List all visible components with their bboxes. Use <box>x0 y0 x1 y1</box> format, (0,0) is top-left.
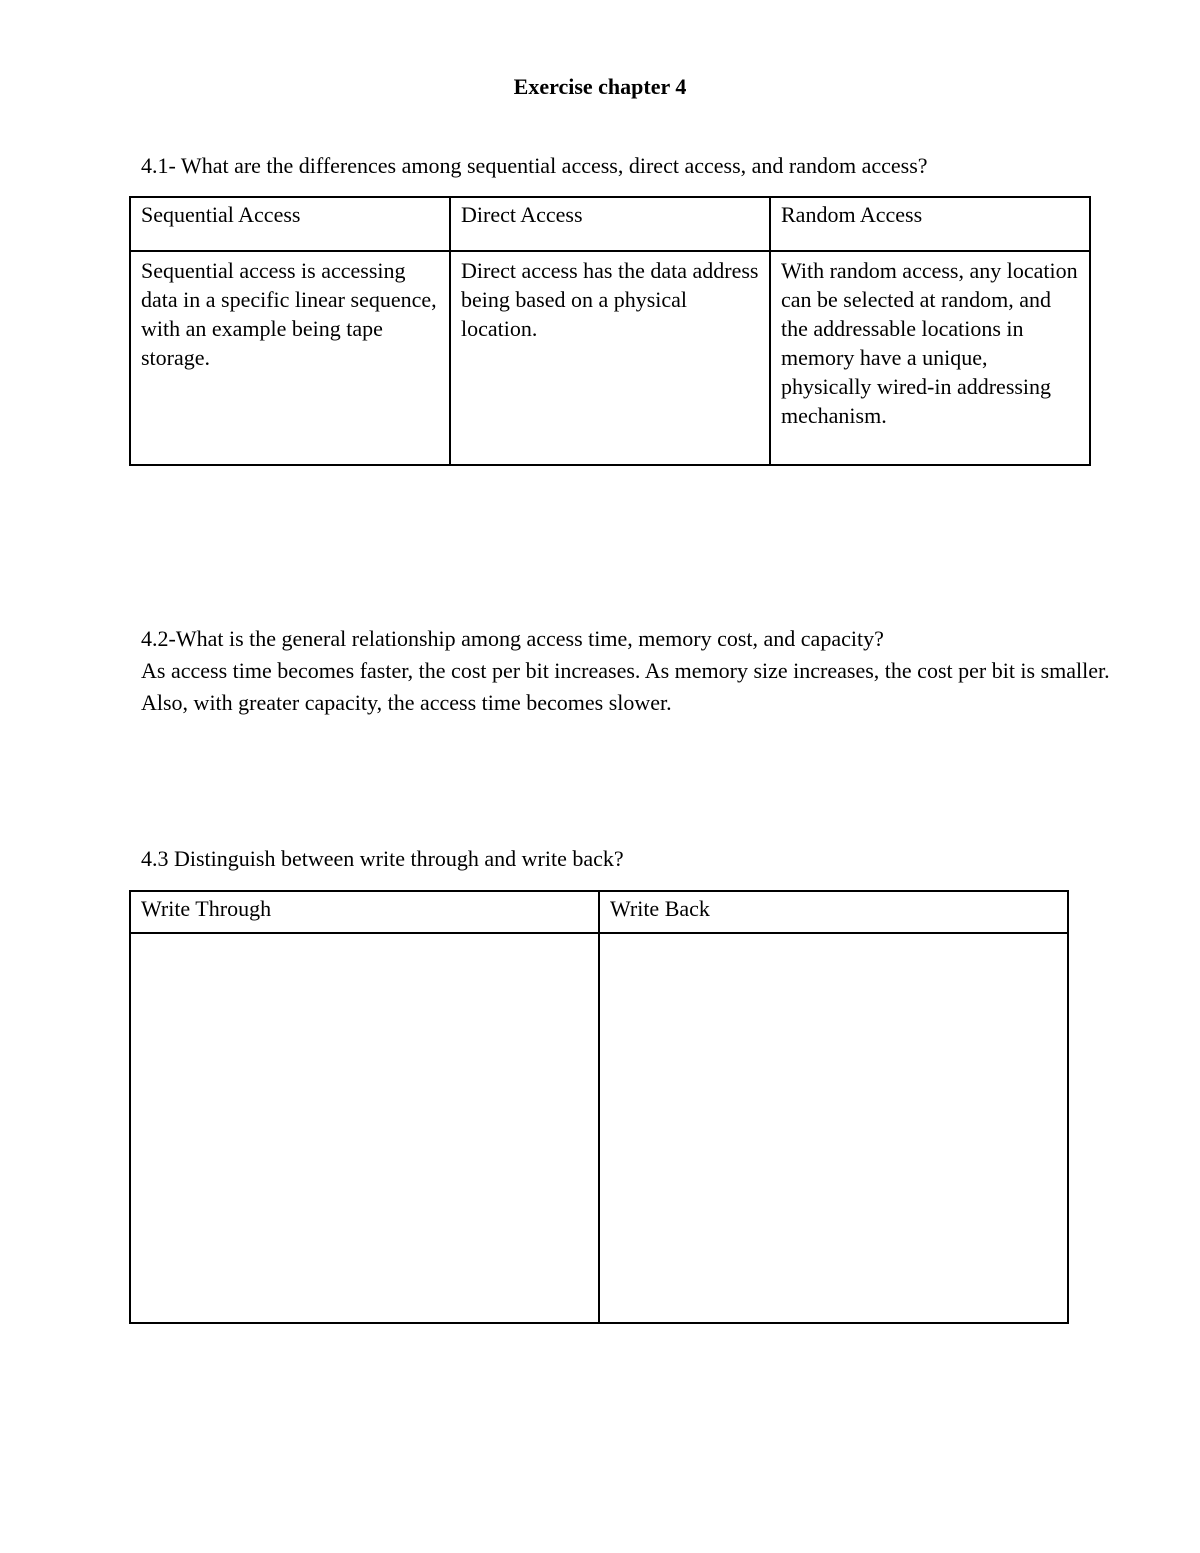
header-write-through: Write Through <box>130 891 599 933</box>
cell-direct-access: Direct access has the data address being based on a physical location. <box>450 251 770 465</box>
access-comparison-table <box>129 196 1091 466</box>
page-title: Exercise chapter 4 <box>513 74 687 99</box>
question-4-2: 4.2-What is the general relationship among access time, memory cost, and capacity? <box>141 626 884 651</box>
header-random-access: Random Access <box>770 197 1090 251</box>
cell-sequential-access: Sequential access is accessing data in a specific linear sequence, with an example being tape storage. <box>130 251 450 465</box>
table-header-row <box>130 197 1090 251</box>
header-write-back: Write Back <box>599 891 1068 933</box>
write-policy-table <box>129 890 1069 1324</box>
cell-random-access: With random access, any location can be selected at random, and the addressable locations in memory have a unique, physically wired-in addressing mechanism. <box>770 251 1090 465</box>
cell-write-through[interactable] <box>130 933 599 1323</box>
header-sequential-access: Sequential Access <box>130 197 450 251</box>
cell-write-back[interactable] <box>599 933 1068 1323</box>
table-header-row <box>130 891 1068 933</box>
answer-4-2: As access time becomes faster, the cost per bit increases. As memory size increases, the cost per bit is smaller. Also, with greater capacity, the access time becomes slower. <box>141 658 1110 715</box>
header-direct-access: Direct Access <box>450 197 770 251</box>
question-4-1: 4.1- What are the differences among sequential access, direct access, and random access? <box>141 153 928 178</box>
table-row <box>130 933 1068 1323</box>
question-4-3: 4.3 Distinguish between write through and write back? <box>141 846 624 871</box>
table-row <box>130 251 1090 465</box>
